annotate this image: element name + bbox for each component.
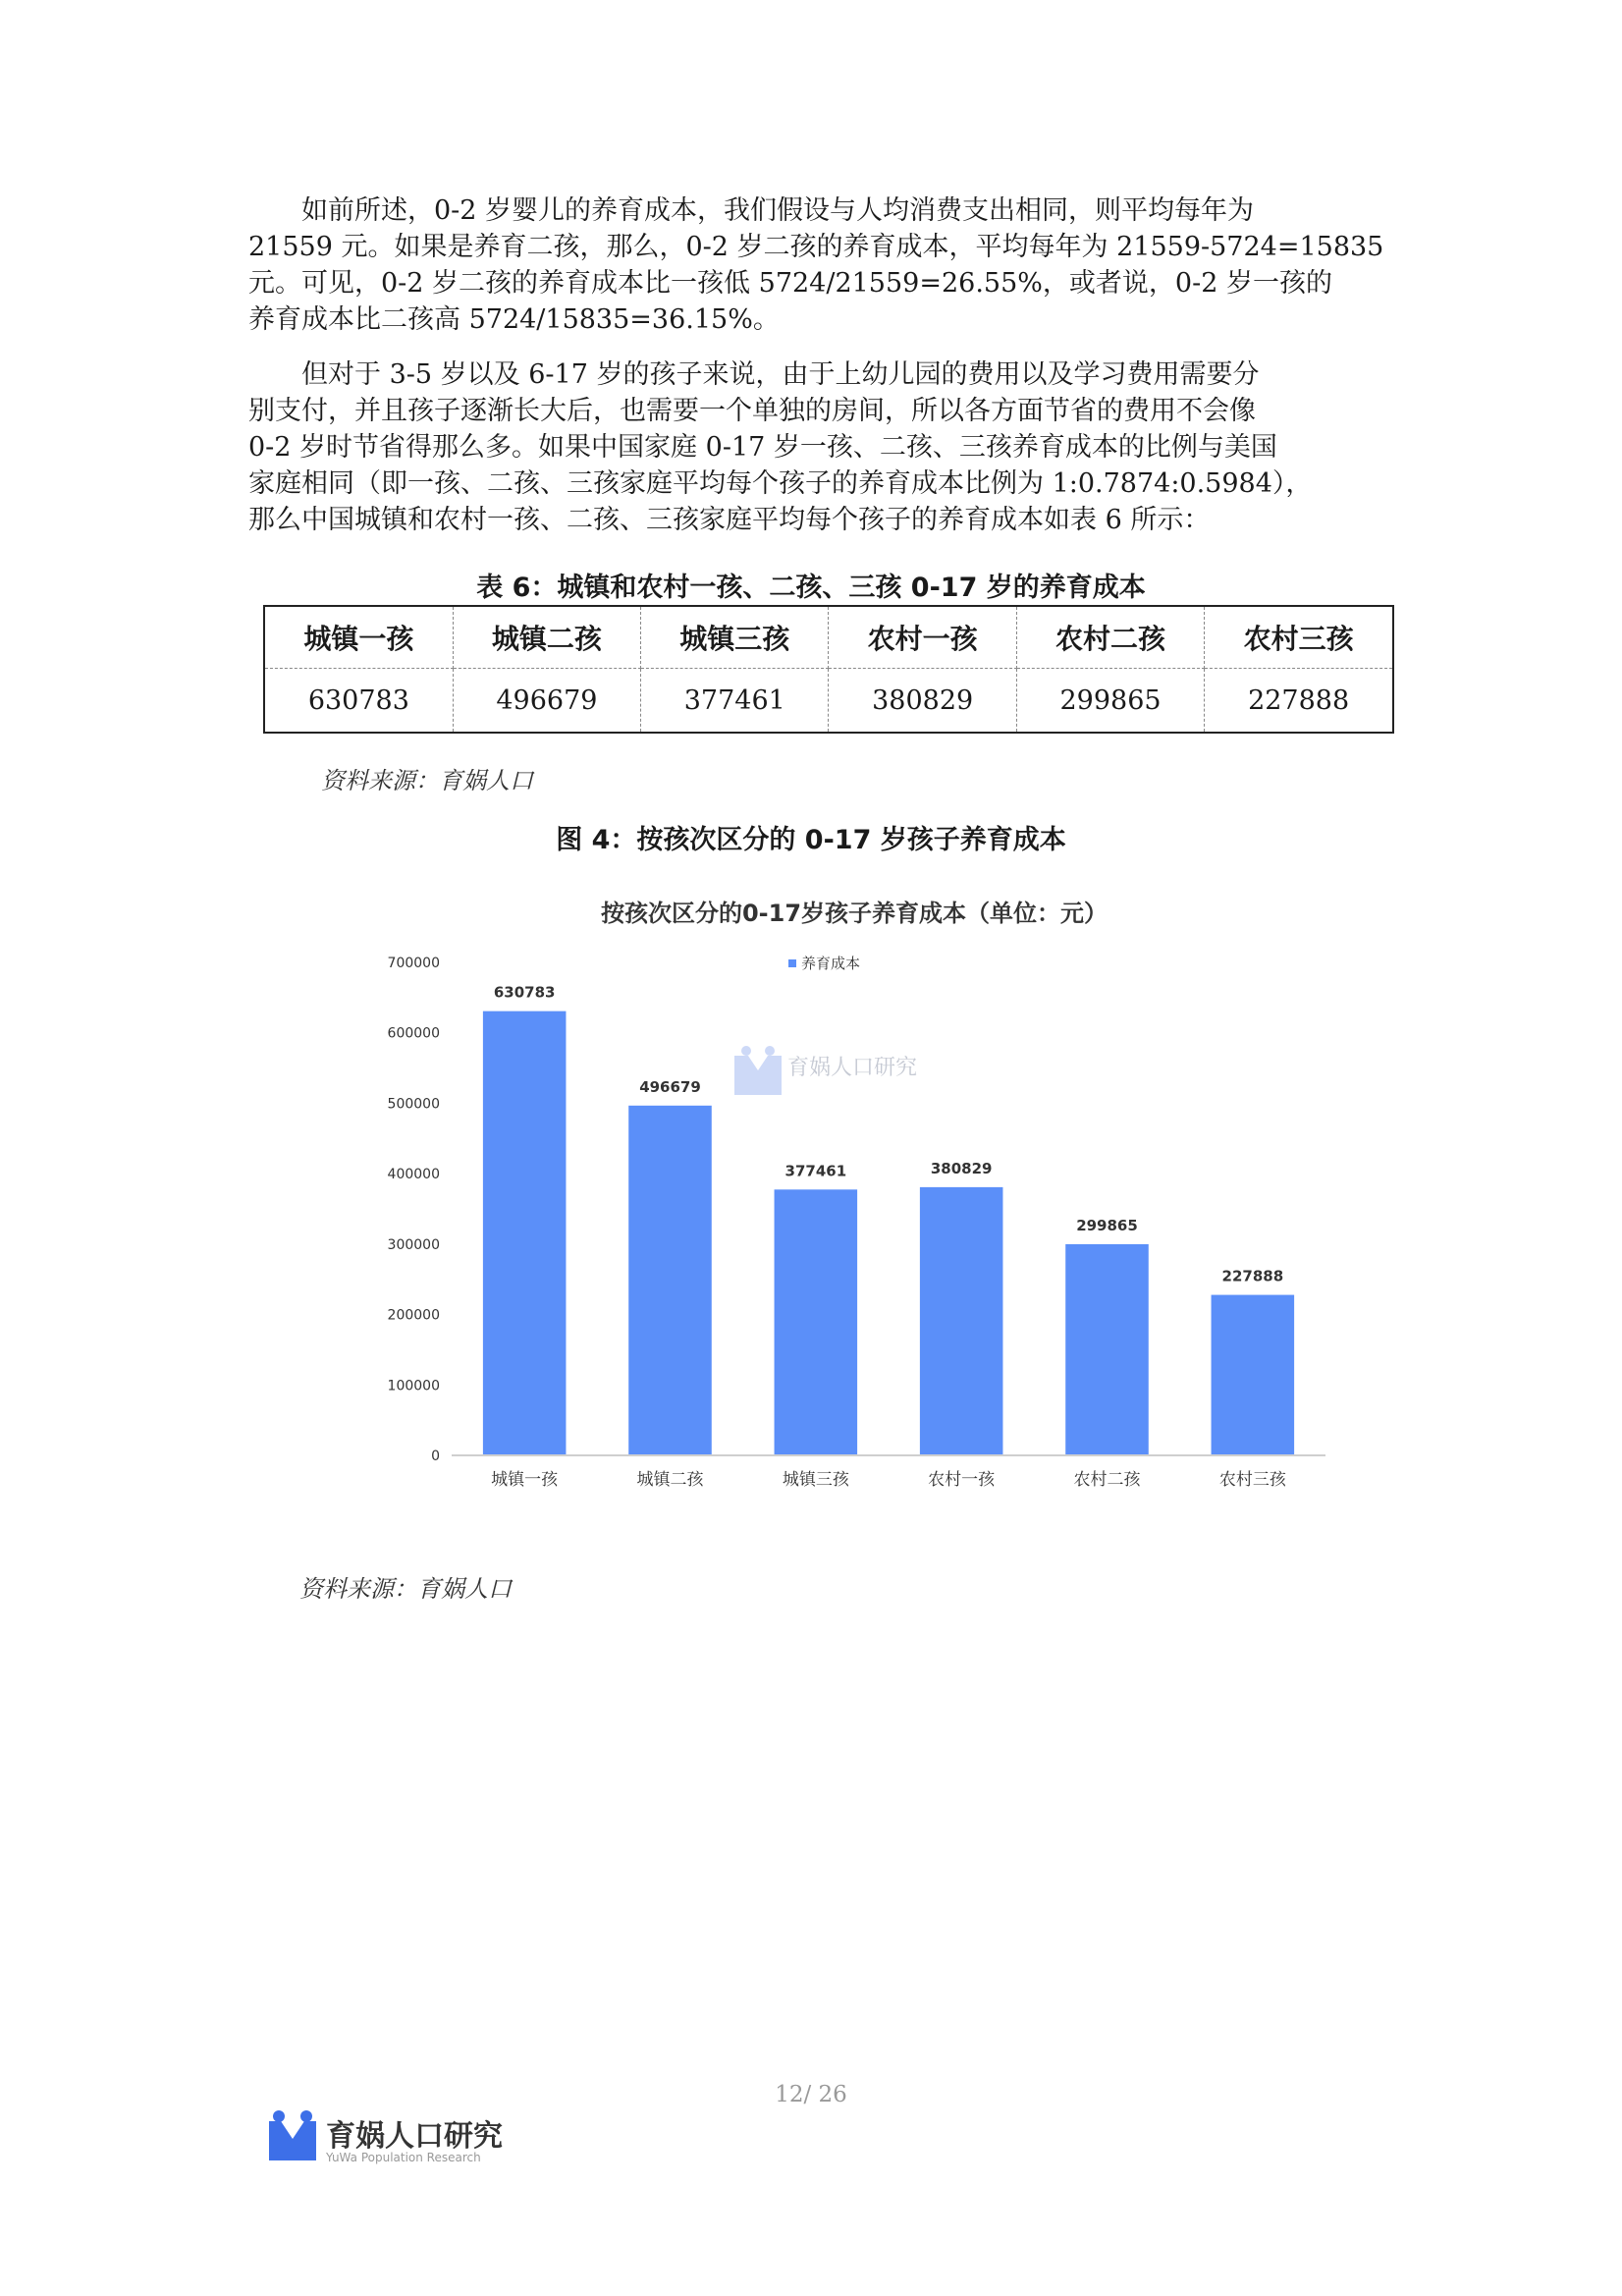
x-tick-label: 农村三孩 xyxy=(1218,1470,1286,1490)
table-header-cell: 农村一孩 xyxy=(829,606,1016,669)
table-row xyxy=(264,669,1393,734)
paragraph-1 xyxy=(248,192,1387,338)
paragraph-line: 如前所述，0-2 岁婴儿的养育成本，我们假设与人均消费支出相同，则平均每年为 xyxy=(301,195,1255,226)
y-axis xyxy=(388,956,440,1464)
table-cell: 299865 xyxy=(1016,669,1204,734)
table-cell: 227888 xyxy=(1205,669,1393,734)
table-caption: 表 6：城镇和农村一孩、二孩、三孩 0-17 岁的养育成本 xyxy=(476,573,1146,603)
paragraph-line: 元。可见，0-2 岁二孩的养育成本比一孩低 5724/21559=26.55%，或者说，0-2 岁一孩的 xyxy=(248,268,1332,299)
paragraph-line: 家庭相同（即一孩、二孩、三孩家庭平均每个孩子的养育成本比例为 1:0.7874:0.5984）， xyxy=(248,468,1313,499)
table-header-cell: 城镇二孩 xyxy=(453,606,640,669)
paragraph-2 xyxy=(248,356,1387,538)
table-header-row xyxy=(264,606,1393,669)
table-source: 资料来源：育娲人口 xyxy=(321,767,533,794)
table-cell: 496679 xyxy=(453,669,640,734)
logo-icon xyxy=(265,2109,320,2164)
bar-value-label: 299865 xyxy=(1076,1216,1138,1234)
bar xyxy=(1065,1244,1149,1455)
bar xyxy=(775,1189,858,1455)
table-cell: 377461 xyxy=(641,669,829,734)
x-tick-label: 城镇一孩 xyxy=(491,1470,559,1490)
paragraph-line: 别支付，并且孩子逐渐长大后，也需要一个单独的房间，所以各方面节省的费用不会像 xyxy=(248,396,1256,426)
watermark-text: 育娲人口研究 xyxy=(787,1056,918,1080)
x-tick-label: 农村一孩 xyxy=(928,1470,996,1490)
table-header-cell: 农村三孩 xyxy=(1205,606,1393,669)
paragraph-line: 0-2 岁时节省得那么多。如果中国家庭 0-17 岁一孩、二孩、三孩养育成本的比例与美国 xyxy=(248,432,1277,463)
figure-caption: 图 4：按孩次区分的 0-17 岁孩子养育成本 xyxy=(556,825,1066,855)
y-tick-label: 300000 xyxy=(387,1236,440,1253)
paragraph-line: 那么中国城镇和农村一孩、二孩、三孩家庭平均每个孩子的养育成本如表 6 所示： xyxy=(248,505,1211,535)
x-axis xyxy=(452,1455,1325,1490)
table-header-cell: 城镇一孩 xyxy=(264,606,453,669)
logo-subtitle: YuWa Population Research xyxy=(326,2151,481,2164)
bar xyxy=(628,1106,712,1455)
y-tick-label: 600000 xyxy=(387,1025,440,1042)
table-cell: 630783 xyxy=(264,669,453,734)
x-tick-label: 城镇二孩 xyxy=(636,1470,704,1490)
cost-table xyxy=(263,605,1394,734)
bar-value-label: 496679 xyxy=(639,1077,701,1096)
bar-value-label: 380829 xyxy=(930,1159,993,1177)
watermark-logo xyxy=(734,1046,917,1095)
logo-text: 育娲人口研究 xyxy=(326,2119,503,2154)
paragraph-line: 21559 元。如果是养育二孩，那么，0-2 岁二孩的养育成本，平均每年为 21559-5724=15835 xyxy=(248,232,1384,262)
bar xyxy=(1212,1295,1295,1455)
bar-value-label: 227888 xyxy=(1221,1267,1284,1285)
chart-title: 按孩次区分的0-17岁孩子养育成本（单位：元） xyxy=(600,900,1108,927)
x-tick-label: 农村二孩 xyxy=(1073,1470,1141,1490)
legend-swatch xyxy=(788,959,796,967)
bar xyxy=(920,1187,1003,1455)
bar-value-label: 630783 xyxy=(493,983,556,1002)
y-tick-label: 0 xyxy=(431,1449,440,1464)
y-tick-label: 500000 xyxy=(387,1096,440,1113)
y-tick-label: 700000 xyxy=(387,956,440,971)
bar-series xyxy=(483,984,1294,1455)
y-tick-label: 400000 xyxy=(387,1167,440,1183)
bar-chart xyxy=(363,864,1345,1512)
y-tick-label: 100000 xyxy=(387,1378,440,1394)
bar xyxy=(483,1011,567,1455)
x-tick-label: 城镇三孩 xyxy=(782,1470,849,1490)
bar-value-label: 377461 xyxy=(784,1162,847,1180)
table-header-cell: 城镇三孩 xyxy=(641,606,829,669)
chart-legend xyxy=(788,955,860,972)
figure-source: 资料来源：育娲人口 xyxy=(299,1575,512,1603)
table-cell: 380829 xyxy=(829,669,1016,734)
page-number: 12/ 26 xyxy=(775,2082,847,2107)
y-tick-label: 200000 xyxy=(387,1307,440,1324)
legend-label: 养育成本 xyxy=(801,955,861,972)
paragraph-line: 养育成本比二孩高 5724/15835=36.15%。 xyxy=(248,304,780,335)
paragraph-line: 但对于 3-5 岁以及 6-17 岁的孩子来说，由于上幼儿园的费用以及学习费用需要分 xyxy=(301,359,1260,390)
table-header-cell: 农村二孩 xyxy=(1016,606,1204,669)
